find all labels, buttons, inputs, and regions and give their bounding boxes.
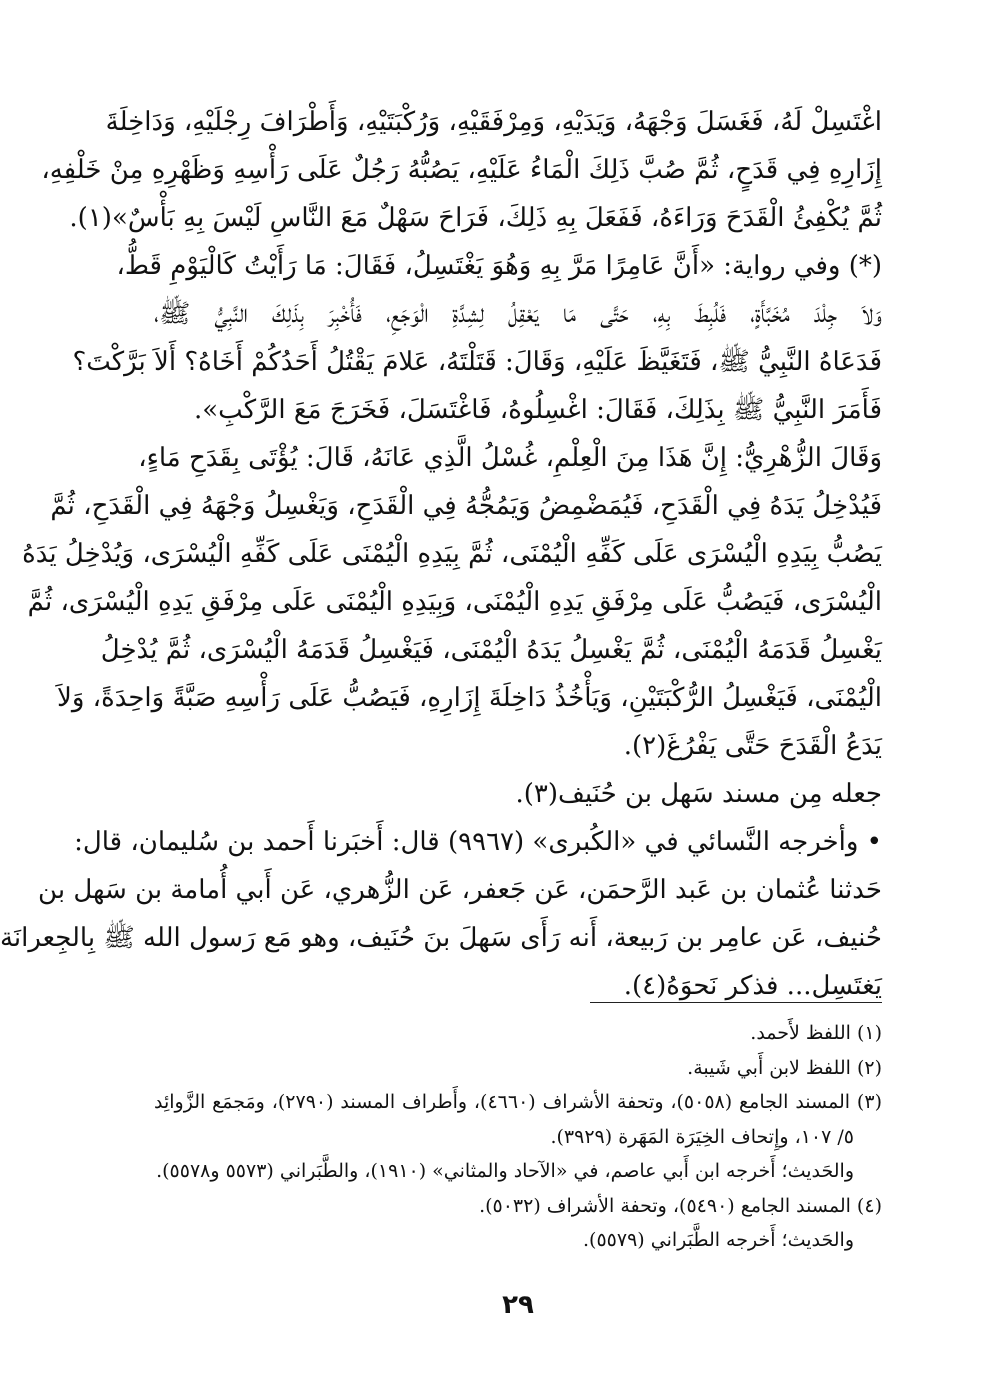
- text-line: يَغْسِلُ قَدَمَهُ الْيُمْنَى، ثُمَّ يَغْسِلُ يَدَهُ الْيُمْنَى، فَيَغْسِلُ قَدَمَهُ الْيُسْرَى، ثُمَّ يُدْخِلُ: [100, 635, 882, 665]
- text-line: فَأَمَرَ النَّبِيُّ ﷺ بِذَلِكَ، فَقَالَ: اغْسِلُوهُ، فَاغْتَسَلَ، فَخَرَجَ مَعَ الرَّكْبِ».: [194, 395, 882, 425]
- text-line: • وأخرجه النَّسائي في «الكُبرى» (٩٩٦٧) قال: أَخبَرنا أَحمد بن سُليمان، قال:: [74, 827, 882, 857]
- text-line: الْيُسْرَى، فَيَصُبُّ عَلَى مِرْفَقِ يَدِهِ الْيُمْنَى، وَبِيَدِهِ الْيُمْنَى عَلَى مِرْفَقِ يَدِهِ الْيُسْرَى، ثُمَّ: [27, 587, 882, 617]
- footnote-line: (٣) المسند الجامع (٥٠٥٨)، وتحفة الأشراف (٤٦٦٠)، وأَطراف المسند (٢٧٩٠)، ومَجمَع الزَّوائِد: [154, 1091, 882, 1113]
- text-line: (*) وفي رواية: «أَنَّ عَامِرًا مَرَّ بِهِ وَهُوَ يَغْتَسِلُ، فَقَالَ: مَا رَأَيْتُ كَالْيَوْمِ قَطُّ،: [116, 251, 882, 281]
- page-number: ٢٩: [502, 1290, 534, 1320]
- text-line: اغْتَسِلْ لَهُ، فَغَسَلَ وَجْهَهُ، وَيَدَيْهِ، وَمِرْفَقَيْهِ، وَرُكْبَتَيْهِ، وَأَطْرَافَ رِجْلَيْهِ، وَدَاخِلَةَ: [105, 107, 882, 137]
- text-line: فَدَعَاهُ النَّبِيُّ ﷺ، فَتَغَيَّظَ عَلَيْهِ، وَقَالَ: قَتَلْتَهُ، عَلامَ يَقْتُلُ أَحَدُكُمْ أَخَاهُ؟ أَلاَ بَرَّكْتَ؟: [72, 347, 882, 377]
- footnotes: [154, 1016, 882, 1258]
- text-line: حَدثنا عُثمان بن عَبد الرَّحمَن، عَن جَعفر، عَن الزُّهري، عَن أَبي أُمامة بن سَهل بن: [38, 875, 882, 905]
- footnote-line: والحَديث؛ أَخرجه ابن أَبي عاصم، في «الآحاد والمثاني» (١٩١٠)، والطَّبَراني (٥٥٧٣ و٥٥٧٨).: [156, 1160, 854, 1182]
- text-line: جعله مِن مسند سَهل بن حُنَيف(٣).: [515, 779, 882, 809]
- footnote-line: (٤) المسند الجامع (٥٤٩٠)، وتحفة الأشراف (٥٠٣٢).: [479, 1194, 882, 1217]
- text-line: ثُمَّ يُكْفِئُ الْقَدَحَ وَرَاءَهُ، فَفَعَلَ بِهِ ذَلِكَ، فَرَاحَ سَهْلٌ مَعَ النَّاسِ لَيْسَ بِهِ بَأْسٌ»(١).: [69, 203, 882, 233]
- text-line: يَصُبُّ بِيَدِهِ الْيُسْرَى عَلَى كَفِّهِ الْيُمْنَى، ثُمَّ بِيَدِهِ الْيُمْنَى عَلَى كَفِّهِ الْيُسْرَى، وَيُدْخِلُ يَدَهُ: [22, 539, 882, 569]
- main-text: [0, 98, 882, 1010]
- text-line: يَغتَسِل... فذكر نَحوَهُ(٤).: [623, 971, 882, 1001]
- text-line: إِزَارِهِ فِي قَدَحٍ، ثُمَّ صُبَّ ذَلِكَ الْمَاءُ عَلَيْهِ، يَصُبُّهُ رَجُلٌ عَلَى رَأْسِهِ وَظَهْرِهِ مِنْ خَلْفِهِ،: [41, 155, 882, 185]
- text-line: الْيُمْنَى، فَيَغْسِلُ الرُّكْبَتَيْنِ، وَيَأْخُذُ دَاخِلَةَ إِزَارِهِ، فَيَصُبُّ عَلَى رَأْسِهِ صَبَّةً وَاحِدَةً، وَلاَ: [57, 683, 882, 713]
- text-line: فَيُدْخِلُ يَدَهُ فِي الْقَدَحِ، فَيُمَضْمِضُ وَيَمُجُّهُ فِي الْقَدَحِ، وَيَغْسِلُ وَجْهَهُ فِي الْقَدَحِ، ثُمَّ: [50, 491, 882, 521]
- footnote-line: والحَديث؛ أَخرجه الطَّبَراني (٥٥٧٩).: [583, 1229, 854, 1251]
- footnote-line: ٥/ ١٠٧، وإِتحاف الخِيَرَة المَهَرة (٣٩٢٩).: [550, 1125, 854, 1148]
- footnote-separator: [590, 1002, 882, 1003]
- page: [0, 98, 882, 1251]
- footnote-line: (٢) اللفظ لابن أَبي شَيبة.: [687, 1056, 882, 1079]
- text-line: وَقَالَ الزُّهْرِيُّ: إِنَّ هَذَا مِنَ الْعِلْمِ، غُسْلُ الَّذِي عَانَهُ، قَالَ: يُؤْتَى بِقَدَحِ مَاءٍ،: [138, 443, 882, 473]
- text-line: يَدَعُ الْقَدَحَ حَتَّى يَفْرُغَ(٢).: [623, 731, 882, 761]
- text-line: حُنيف، عَن عامِر بن رَبيعة، أَنه رَأَى سَهلَ بنَ حُنَيف، وهو مَع رَسول الله ﷺ بِالجِعرانَة: [0, 923, 882, 953]
- footnote-line: (١) اللفظ لأَحمد.: [750, 1022, 882, 1044]
- text-line: وَلاَ جِلْدَ مُخَبَّأَةٍ، فَلُبِطَ بِهِ، حَتَّى مَا يَعْقِلُ لِشِدَّةِ الْوَجَعِ، فَأُخْبِرَ بِذَلِكَ النَّبِيُّ ﷺ،: [154, 299, 882, 329]
